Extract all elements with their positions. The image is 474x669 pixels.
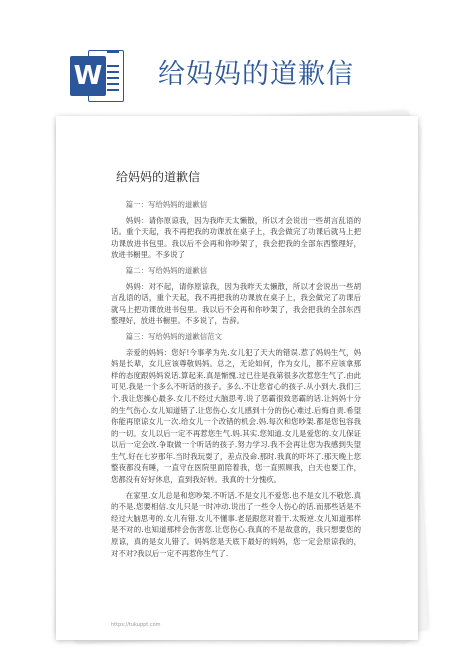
section-heading: 篇三：写给妈妈的道歉信范文 xyxy=(125,331,222,341)
paragraph: 在家里.女儿总是和您吵架.不听话.不是女儿不爱您.也不是女儿不敬您.真的不是.您要相信.女儿只是一时冲动.说出了一些令人伤心的话.而那些话是不经过大脑思考的.女儿有错.女儿不懂事.老是跟您对着干.太叛逆.女儿知道那样是不对的.也知道那样会伤害您.让您伤心.我真的不是故意的，我只想要您的原谅，真的是女儿错了。妈妈您是天底下最好的妈妈，您一定会原谅我的，对不对?我以后一定不再惹你生气了. xyxy=(111,490,361,558)
footer-url: https://tukuppt.com xyxy=(111,622,161,628)
paragraph: 妈妈：对不起，请你原谅我，因为我昨天太懒散，所以才会说出一些胡言乱语的话，重个天起，我不再把我的功课放在桌子上，我会做完了功课后就马上把功课放进书包里。我以后不会再和你吵架了，我会把我的全部东西整理好，放进书橱里。不多说了，告辞。 xyxy=(111,281,361,326)
page-title: 给妈妈的道歉信 xyxy=(158,59,354,90)
section-heading: 篇二：写给妈妈的道歉信 xyxy=(125,265,208,275)
microsoft-word-icon xyxy=(70,48,124,102)
word-badge: W xyxy=(70,56,106,96)
paragraph: 亲爱的妈妈：您好!今事孝为先.女儿犯了天大的错误.惹了妈妈生气，妈妈是长辈，女儿应该尊敬妈妈。总之，无论如何，作为女儿，都不应该拿那样的态度跟妈妈说话.算起来.真是惭愧.过已往是我第很多次惹您生气了.由此可见.我是一个多么不听话的孩子。多么.不让您省心的孩子.从小到大.我们三个.我让您操心最多.女儿不经过大脑思考.说了恶霸很致恶霸的话.让妈妈十分的生气伤心.女儿知道错了.让您伤心.女儿感到十分的伤心难过.后悔自责.希望你能再原谅女儿一次.给女儿一个改错的机会.妈.每次和您吵架.都是您包容我的一切。女儿以后一定不再惹您生气.妈.其实.您知道.女儿是爱您的.女儿保证以后一定会改.争取做一个听话的孩子.努力学习.我不会再让您为我感到失望生气.好在七岁那年.当时我玩耍了，差点没命.那时.我真的吓坏了.那天晚上您整夜都没有睡，一直守在医院里面陪着我，您一直照顾我，白天也要工作，您都没有好好休息，直到我好转。我真的十分愧疚。 xyxy=(111,347,361,485)
document-page xyxy=(56,116,418,640)
header-banner xyxy=(0,0,474,110)
paragraph: 妈妈：请你原谅我，因为我昨天太懒散，所以才会说出一些胡言乱语的话。重个天起，我不再把我的功课放在桌子上，我会做完了功课后就马上把功课放进书包里。我以后不会再和你吵架了，我会把我的全部东西整理好，放进书橱里。不多说了 xyxy=(111,215,361,260)
section-heading: 篇一：写给妈妈的道歉信 xyxy=(125,200,208,209)
document-title: 给妈妈的道歉信 xyxy=(116,170,201,184)
document-body xyxy=(111,196,361,563)
